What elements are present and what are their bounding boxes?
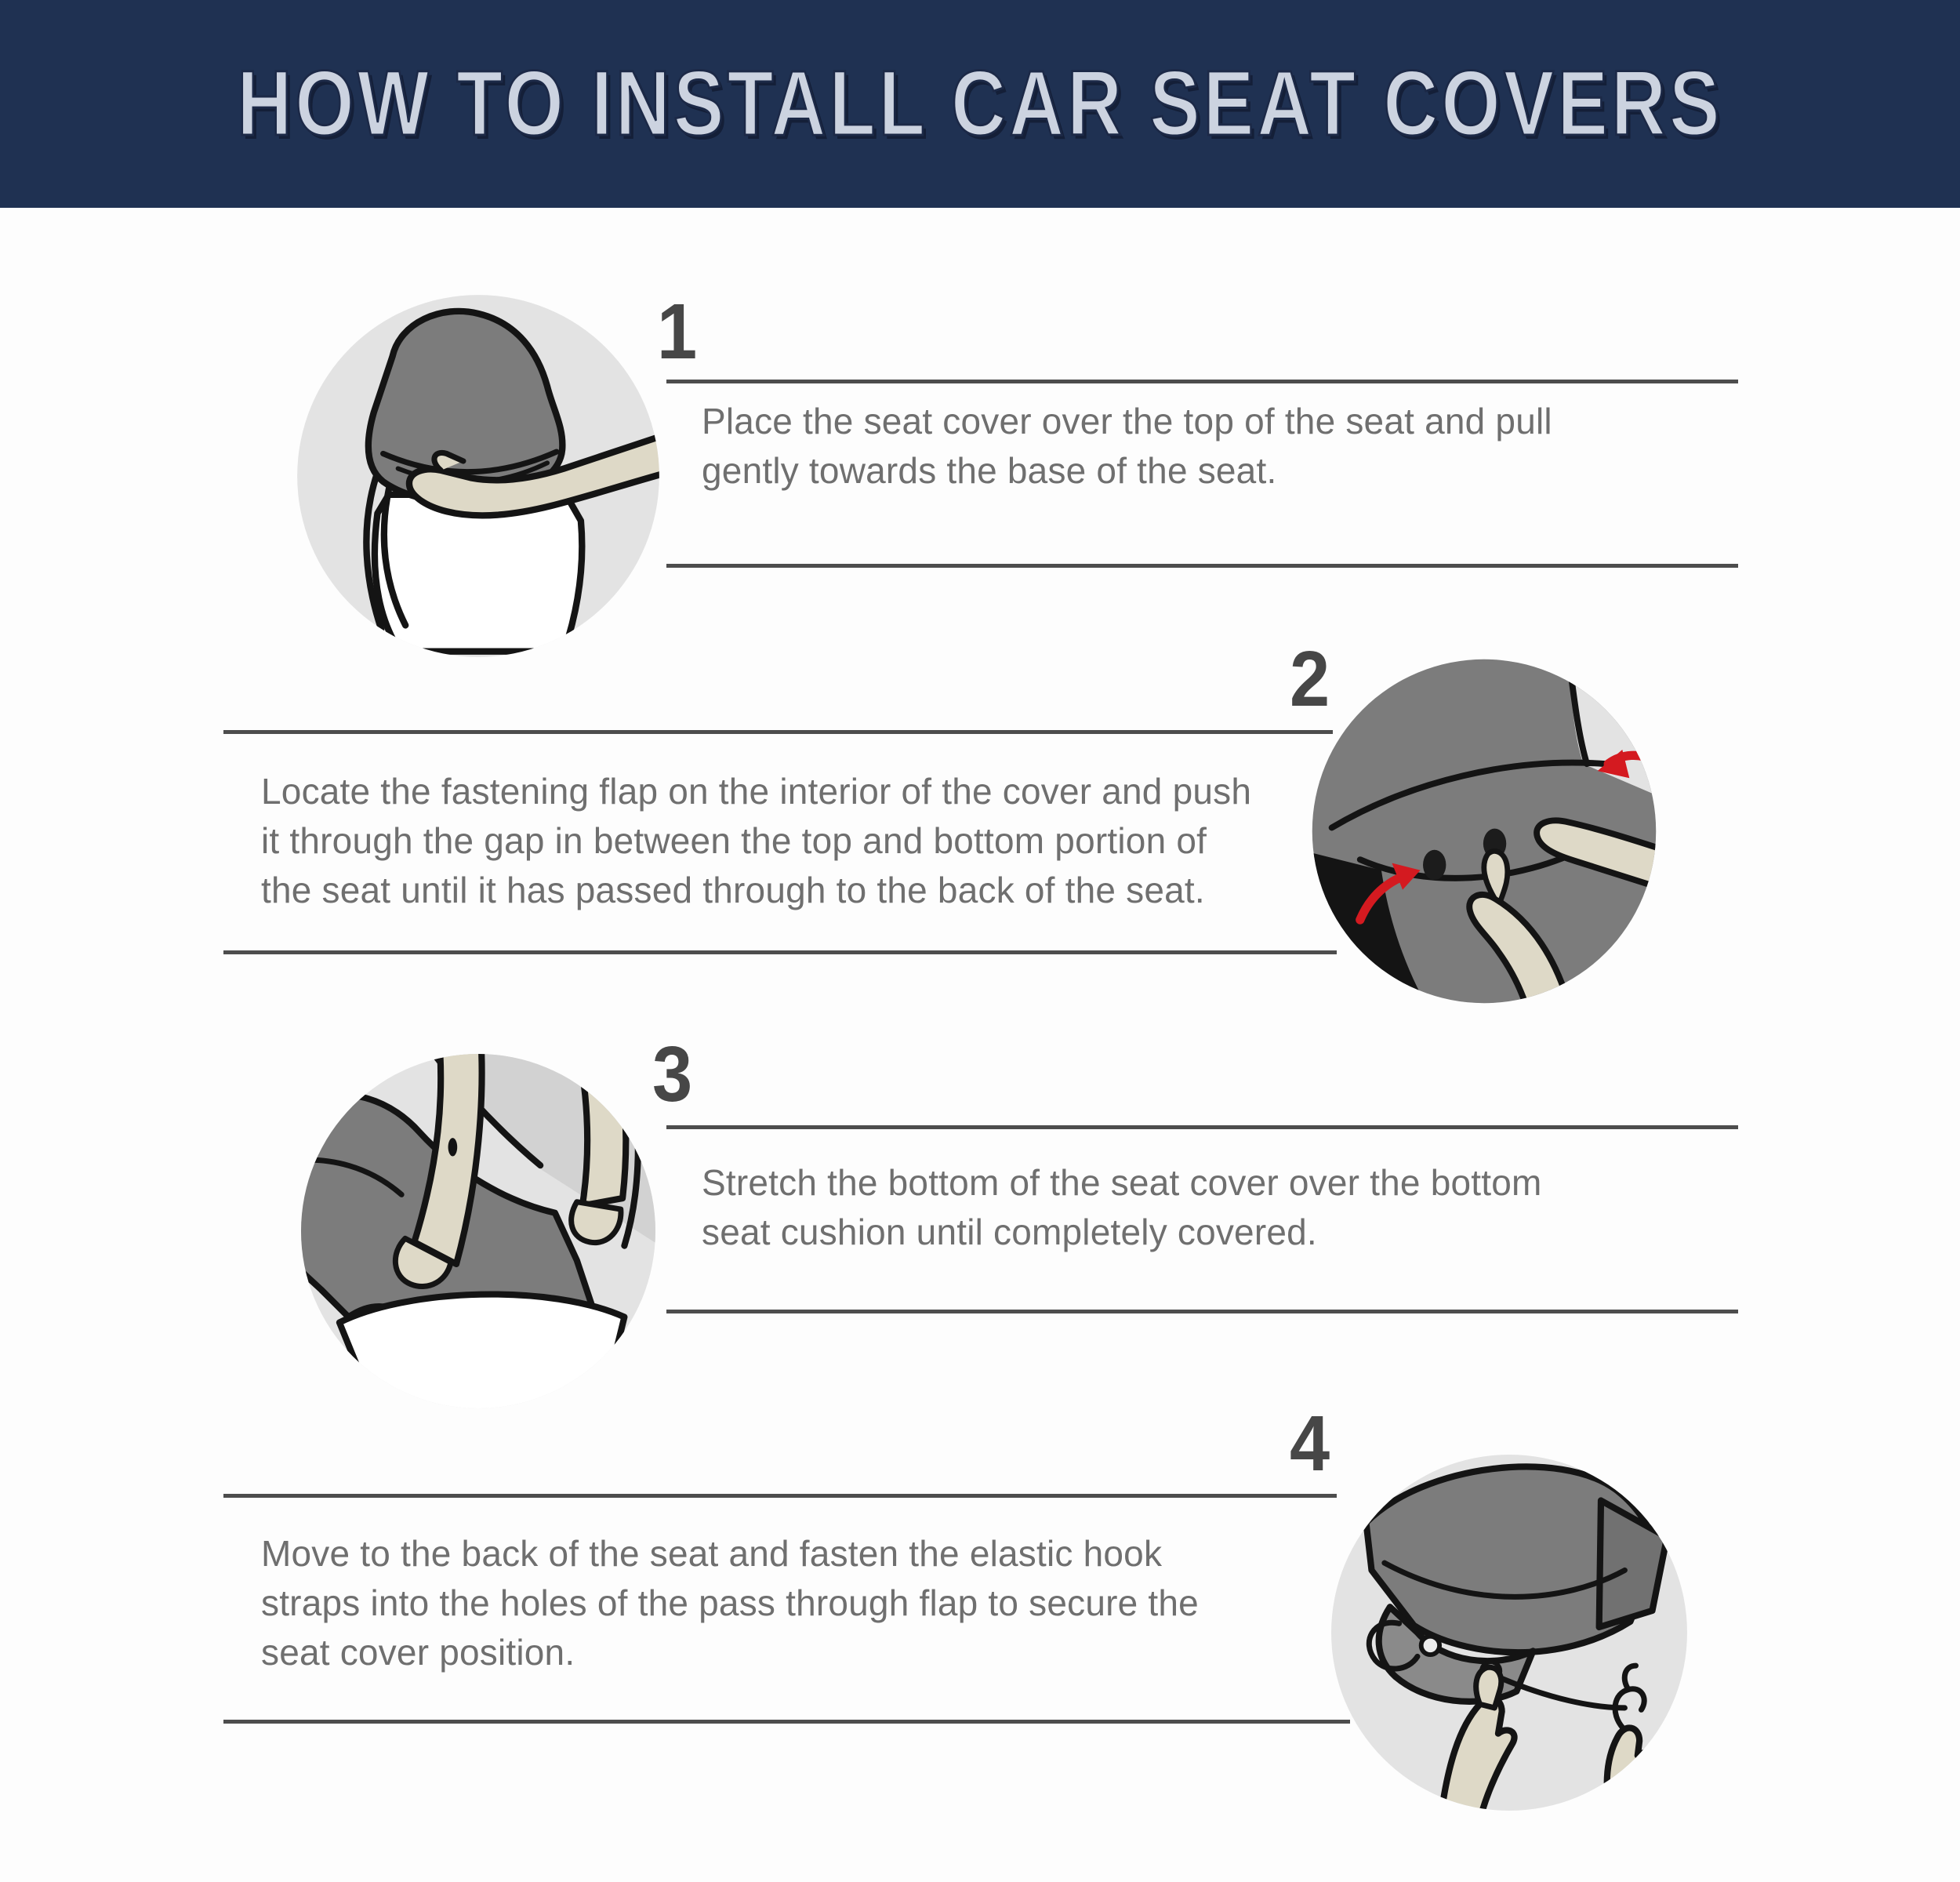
step-1-illustration-circle [292,289,665,663]
step-3-number: 3 [652,1030,693,1118]
step-1-text-line: gently towards the base of the seat. [702,450,1277,491]
step-1-top-divider [666,380,1738,383]
step-4-text-line: seat cover position. [261,1632,575,1673]
page-title: HOW TO INSTALL CAR SEAT COVERS [237,52,1723,155]
step-1-bottom-divider [666,564,1738,568]
step-2-illustration-circle [1307,654,1661,1008]
step-2-text-line: it through the gap in between the top and bottom portion of [261,820,1207,861]
step-3-text-line: Stretch the bottom of the seat cover over the bottom [702,1162,1542,1203]
step-2-text-line: the seat until it has passed through to the back of the seat. [261,870,1205,910]
step-2-text-line: Locate the fastening flap on the interior of the cover and push [261,771,1252,812]
hook-straps-fastened-illustration [1326,1449,1693,1816]
step-4-number: 4 [1290,1400,1330,1488]
step-3-illustration-circle [296,1048,661,1414]
step-4-bottom-divider [223,1720,1350,1724]
step-4-text-line: Move to the back of the seat and fasten the elastic hook [261,1533,1163,1574]
step-2-bottom-divider [223,950,1337,954]
cover-stretched-over-cushion-illustration [296,1048,661,1414]
header-banner [0,0,1960,208]
step-2-top-divider [223,730,1333,734]
step-2-text [261,767,1251,915]
step-3-top-divider [666,1125,1738,1129]
step-2-number: 2 [1290,635,1330,723]
step-1-text [702,397,1552,496]
flap-pushed-through-gap-illustration [1307,654,1661,1008]
seat-cover-pulled-over-top-illustration [292,289,665,663]
step-4-illustration-circle [1326,1449,1693,1816]
step-3-text-line: seat cushion until completely covered. [702,1212,1317,1252]
step-1-text-line: Place the seat cover over the top of the seat and pull [702,401,1552,441]
step-3-bottom-divider [666,1310,1738,1313]
step-4-top-divider [223,1494,1337,1498]
step-1-number: 1 [657,288,698,376]
step-4-text-line: straps into the holes of the pass through flap to secure the [261,1582,1199,1623]
step-4-text [261,1529,1199,1677]
step-3-text [702,1158,1542,1257]
